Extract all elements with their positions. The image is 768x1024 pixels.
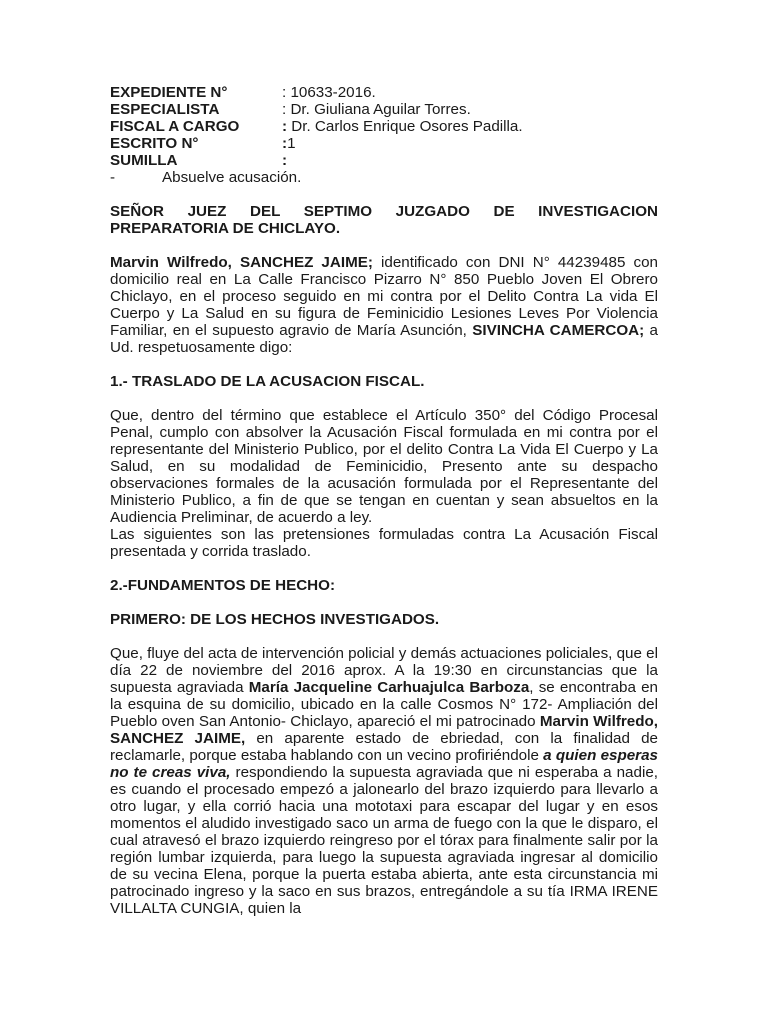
header-row-fiscal <box>110 118 658 135</box>
sumilla-item <box>110 169 658 186</box>
header-value-wrap <box>282 118 658 135</box>
aggrieved-name: SIVINCHA CAMERCOA; <box>472 322 645 339</box>
header-label: ESPECIALISTA <box>110 101 220 118</box>
list-dash: - <box>110 169 116 186</box>
header-colon: : <box>282 135 288 152</box>
facts-text: respondiendo la supuesta agraviada que ni esperaba a nadie, es cuando el procesado empezó a jalonearlo del brazo izquierdo para llevarlo a otro lugar, y ella corrió hacia una mototaxi para escapar del lugar y en esos momentos el aludido investigado saco un arma de fuego con la que le disparo, el cual atravesó el brazo izquierdo reingreso por el tórax para finalmente salir por la región lumbar izquierda, para luego la supuesta agraviada ingresar al domicilio de su vecina Elena, porque la puerta estaba abierta, ante esta circunstancia mi patrocinado ingreso y la saco en sus brazos, entregándole a su tía IRMA IRENE VILLALTA CUNGIA, quien la <box>110 764 658 917</box>
header-row-escrito <box>110 135 658 152</box>
aggrieved-name: María Jacqueline Carhuajulca Barboza <box>248 679 530 696</box>
header-colon: : <box>282 152 288 169</box>
facts-text: Que, fluye del acta de intervención policial y demás actuaciones policiales, que el día 22 de noviembre del 2016 aprox. A la 19:30 en circunstancias que la supuesta agraviada <box>110 645 658 696</box>
addressee: SEÑOR JUEZ DEL SEPTIMO JUZGADO DE INVESTIGACION PREPARATORIA DE CHICLAYO. <box>110 203 658 237</box>
header-value: : 10633-2016. <box>282 84 376 101</box>
header-row-expediente <box>110 84 658 101</box>
header-label: ESCRITO N° <box>110 135 199 152</box>
header-value: : Dr. Giuliana Aguilar Torres. <box>282 101 471 118</box>
petitioner-name: Marvin Wilfredo, SANCHEZ JAIME, <box>110 713 659 747</box>
facts-text: en aparente estado de ebriedad, con la finalidad de reclamarle, porque estaba hablando con un vecino profiriéndole <box>110 730 658 764</box>
intro-paragraph <box>110 254 658 356</box>
sumilla-text: Absuelve acusación. <box>162 169 302 186</box>
header-label: FISCAL A CARGO <box>110 118 240 135</box>
section-subheading: PRIMERO: DE LOS HECHOS INVESTIGADOS. <box>110 611 440 628</box>
header-label: SUMILLA <box>110 152 178 169</box>
header-value: Dr. Carlos Enrique Osores Padilla. <box>287 118 523 135</box>
header-value: 1 <box>287 135 296 152</box>
section-paragraph: Que, dentro del término que establece el Artículo 350° del Código Procesal Penal, cumplo con absolver la Acusación Fiscal formulada en mi contra por el representante del Ministerio Publico, por el delito Contra La Vida El Cuerpo y La Salud, en su modalidad de Feminicidio, Presento ante su despacho observaciones formales de la acusación formulada por el Representante del Ministerio Publico, a fin de que se tengan en cuentan y sean absueltos en la Audiencia Preliminar, de acuerdo a ley. <box>110 407 658 526</box>
header-row-especialista <box>110 101 658 118</box>
facts-paragraph <box>110 645 658 917</box>
section-heading: 2.-FUNDAMENTOS DE HECHO: <box>110 577 336 594</box>
quoted-phrase: a quien esperas no te creas viva, <box>110 747 658 781</box>
intro-text: identificado con DNI N° 44239485 con domicilio real en La Calle Francisco Pizarro N° 850 Pueblo Joven El Obrero Chiclayo, en el proceso seguido en mi contra por el Delito Contra La vida El Cuerpo y La Salud en su figura de Feminicidio Lesiones Leves Por Violencia Familiar, en el supuesto agravio de María Asunción, <box>110 254 658 339</box>
section-heading: 1.- TRASLADO DE LA ACUSACION FISCAL. <box>110 373 425 390</box>
intro-text: a Ud. respetuosamente digo: <box>110 322 658 356</box>
header-value-wrap <box>282 135 658 152</box>
facts-text: , se encontraba en la esquina de su domicilio, ubicado en la calle Cosmos N° 172- Ampliación del Pueblo oven San Antonio- Chiclayo, apareció el mi patrocinado <box>110 679 658 730</box>
petitioner-name: Marvin Wilfredo, SANCHEZ JAIME; <box>110 254 373 271</box>
header-row-sumilla <box>110 152 658 169</box>
case-header <box>110 84 658 186</box>
section-paragraph: Las siguientes son las pretensiones formuladas contra La Acusación Fiscal presentada y corrida traslado. <box>110 526 658 560</box>
header-label: EXPEDIENTE N° <box>110 84 228 101</box>
header-colon: : <box>282 118 288 135</box>
